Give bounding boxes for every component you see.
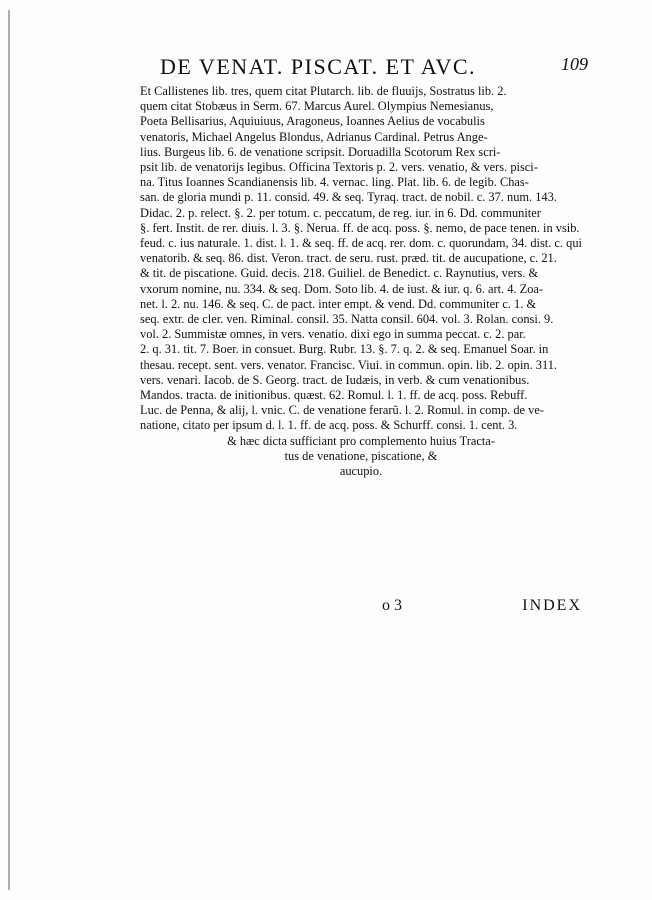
signature-mark: o 3: [382, 597, 402, 614]
page-number: 109: [561, 54, 588, 74]
text-line: lius. Burgeus lib. 6. de venatione scripsit. Doruadilla Scotorum Rex scri-: [140, 144, 501, 159]
text-line: 2. q. 31. tit. 7. Boer. in consuet. Burg. Rubr. 13. §. 7. q. 2. & seq. Emanuel Soar. in: [140, 342, 549, 357]
text-line: vers. venari. Iacob. de S. Georg. tract. de Iudæis, in verb. & cum venationibus.: [140, 372, 530, 387]
text-line: Poeta Bellisarius, Aquiuiuus, Aragoneus, Ioannes Aelius de vocabulis: [140, 114, 485, 129]
text-line: natione, citato per ipsum d. l. 1. ff. de acq. poss. & Schurff. consi. 1. cent. 3.: [140, 418, 518, 433]
text-line: net. l. 2. nu. 146. & seq. C. de pact. inter empt. & vend. Dd. communiter c. 1. &: [140, 296, 537, 311]
text-line: san. de gloria mundi p. 11. consid. 49. & seq. Tyraq. tract. de nobil. c. 37. num. 143.: [140, 190, 557, 205]
text-line: Mandos. tracta. de initionibus. quæst. 62. Romul. l. 1. ff. de acq. poss. Rebuff.: [140, 388, 528, 403]
running-head: DE VENAT. PISCAT. ET AVC.: [160, 54, 477, 79]
closing-line: aucupio.: [339, 464, 383, 479]
body-text: [140, 84, 582, 479]
text-line: seq. extr. de cler. ven. Riminal. consil. 35. Natta consil. 604. vol. 3. Rolan. consi. 9.: [140, 312, 554, 327]
text-line: Et Callistenes lib. tres, quem citat Plutarch. lib. de fluuijs, Sostratus lib. 2.: [140, 84, 507, 98]
closing-line: tus de venatione, piscatione, &: [284, 448, 438, 463]
text-line: Didac. 2. p. relect. §. 2. per totum. c. peccatum, de reg. iur. in 6. Dd. communiter: [140, 205, 541, 220]
page-binding-edge: [8, 10, 20, 890]
text-line: Luc. de Penna, & alij, l. vnic. C. de venatione ferarũ. l. 2. Romul. in comp. de ve-: [140, 403, 544, 418]
text-line: feud. c. ius naturale. 1. dist. l. 1. & seq. ff. de acq. rer. dom. c. quorundam, 34. dist. c. qui: [140, 236, 582, 251]
text-line: venatorib. & seq. 86. dist. Veron. tract. de seru. rust. præd. tit. de aucupatione, c. 21.: [140, 251, 557, 266]
text-line: psit lib. de venatorijs legibus. Officina Textoris p. 2. vers. venatio, & vers. pisci-: [140, 160, 538, 175]
page-header: [150, 52, 590, 80]
text-line: venatoris, Michael Angelus Blondus, Adrianus Cardinal. Petrus Ange-: [140, 129, 488, 144]
text-line: & tit. de piscatione. Guid. decis. 218. Guiliel. de Benedict. c. Raynutius, vers. &: [140, 266, 539, 281]
closing-line: & hæc dicta sufficiant pro complemento huius Tracta-: [227, 433, 495, 448]
text-line: §. fert. Instit. de rer. diuis. l. 3. §. Nerua. ff. de acq. poss. §. nemo, de pace tenen. in vsib.: [140, 220, 580, 235]
catchword: INDEX: [522, 597, 582, 614]
text-line: thesau. recept. sent. vers. venator. Francisc. Viui. in commun. opin. lib. 2. opin. 311.: [140, 357, 558, 372]
text-line: quem citat Stobæus in Serm. 67. Marcus Aurel. Olympius Nemesianus,: [140, 99, 494, 114]
text-line: na. Titus Ioannes Scandianensis lib. 4. vernac. ling. Plat. lib. 6. de legib. Chas-: [140, 175, 529, 190]
text-line: vxorum nomine, nu. 334. & seq. Dom. Soto lib. 4. de iust. & iur. q. 6. art. 4. Zoa-: [140, 281, 544, 296]
text-line: vol. 2. Summistæ omnes, in vers. venatio. dixi ego in summa peccat. c. 2. par.: [140, 327, 526, 342]
page-footer: [382, 595, 582, 619]
